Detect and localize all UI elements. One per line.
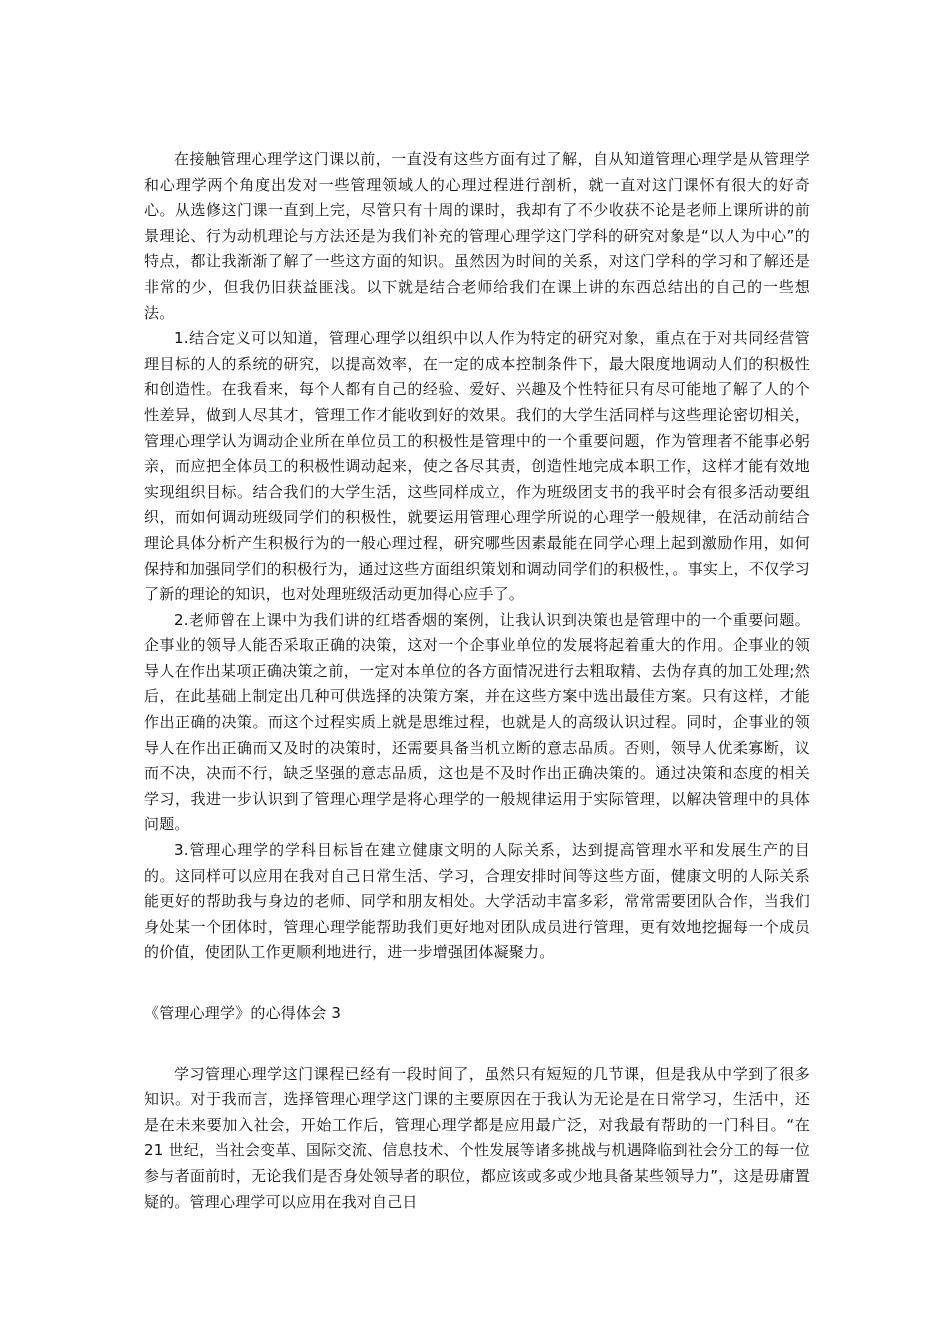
essay-part-2 [144,1062,810,1216]
essay-part-1 [144,147,810,966]
paragraph-essay-3-intro: 学习管理心理学这门课程已经有一段时间了，虽然只有短短的几节课，但是我从中学到了很多知识。对于我而言，选择管理心理学这门课的主要原因在于我认为无论是在日常学习，生活中，还是在未来要加入社会，开始工作后，管理心理学都是应用最广泛，对我最有帮助的一门科目。“在 21 世纪，当社会变革、国际交流、信息技术、个性发展等诸多挑战与机遇降临到社会分工的每一位参与者面前时，无论我们是否身处领导者的职位，都应该或多或少地具备某些领导力”，这是毋庸置疑的。管理心理学可以应用在我对自己日 [144,1064,810,1211]
paragraph-point-1: 1.结合定义可以知道，管理心理学以组织中以人作为特定的研究对象，重点在于对共同经营管理目标的人的系统的研究，以提高效率，在一定的成本控制条件下，最大限度地调动人们的积极性和创造性。在我看来，每个人都有自己的经验、爱好、兴趣及个性特征只有尽可能地了解了人的个性差异，做到人尽其才，管理工作才能收到好的效果。我们的大学生活同样与这些理论密切相关，管理心理学认为调动企业所在单位员工的积极性是管理中的一个重要问题，作为管理者不能事必躬亲，而应把全体员工的积极性调动起来，使之各尽其责，创造性地完成本职工作，这样才能有效地实现组织目标。结合我们的大学生活，这些同样成立，作为班级团支书的我平时会有很多活动要组织，而如何调动班级同学们的积极性，就要运用管理心理学所说的心理学一般规律，在活动前结合理论具体分析产生积极行为的一般心理过程，研究哪些因素最能在同学心理上起到激励作用，如何保持和加强同学们的积极行为，通过这些方面组织策划和调动同学们的积极性，。事实上，不仅学习了新的理论的知识，也对处理班级活动更加得心应手了。 [144,329,810,604]
document-page [144,147,810,1215]
paragraph-intro: 在接触管理心理学这门课以前，一直没有这些方面有过了解，自从知道管理心理学是从管理学和心理学两个角度出发对一些管理领域人的心理过程进行剖析，就一直对这门课怀有很大的好奇心。从选修这门课一直到上完，尽管只有十周的课时，我却有了不少收获不论是老师上课所讲的前景理论、行为动机理论与方法还是为我们补充的管理心理学这门学科的研究对象是“以人为中心”的特点，都让我渐渐了解了一些这方面的知识。虽然因为时间的关系，对这门学科的学习和了解还是非常的少，但我仍旧获益匪浅。以下就是结合老师给我们在课上讲的东西总结出的自己的一些想法。 [144,150,810,322]
section-heading: 《管理心理学》的心得体会 3 [144,1004,342,1022]
paragraph-point-3: 3.管理心理学的学科目标旨在建立健康文明的人际关系，达到提高管理水平和发展生产的目的。这同样可以应用在我对自己日常生活、学习，合理安排时间等这些方面，健康文明的人际关系能更好的帮助我与身边的老师、同学和朋友相处。大学活动丰富多彩，常常需要团队合作，当我们身处某一个团体时，管理心理学能帮助我们更好地对团队成员进行管理，更有效地挖掘每一个成员的价值，使团队工作更顺利地进行，进一步增强团体凝聚力。 [144,841,810,962]
paragraph-point-2: 2.老师曾在上课中为我们讲的红塔香烟的案例，让我认识到决策也是管理中的一个重要问题。企事业的领导人能否采取正确的决策，这对一个企事业单位的发展将起着重大的作用。企事业的领导人在作出某项正确决策之前，一定对本单位的各方面情况进行去粗取精、去伪存真的加工处理;然后，在此基础上制定出几种可供选择的决策方案，并在这些方案中选出最佳方案。只有这样，才能作出正确的决策。而这个过程实质上就是思维过程，也就是人的高级认识过程。同时，企事业的领导人在作出正确而又及时的决策时，还需要具备当机立断的意志品质。否则，领导人优柔寡断，议而不决，决而不行，缺乏坚强的意志品质，这也是不及时作出正确决策的。通过决策和态度的相关学习，我进一步认识到了管理心理学是将心理学的一般规律运用于实际管理，以解决管理中的具体问题。 [144,610,810,834]
